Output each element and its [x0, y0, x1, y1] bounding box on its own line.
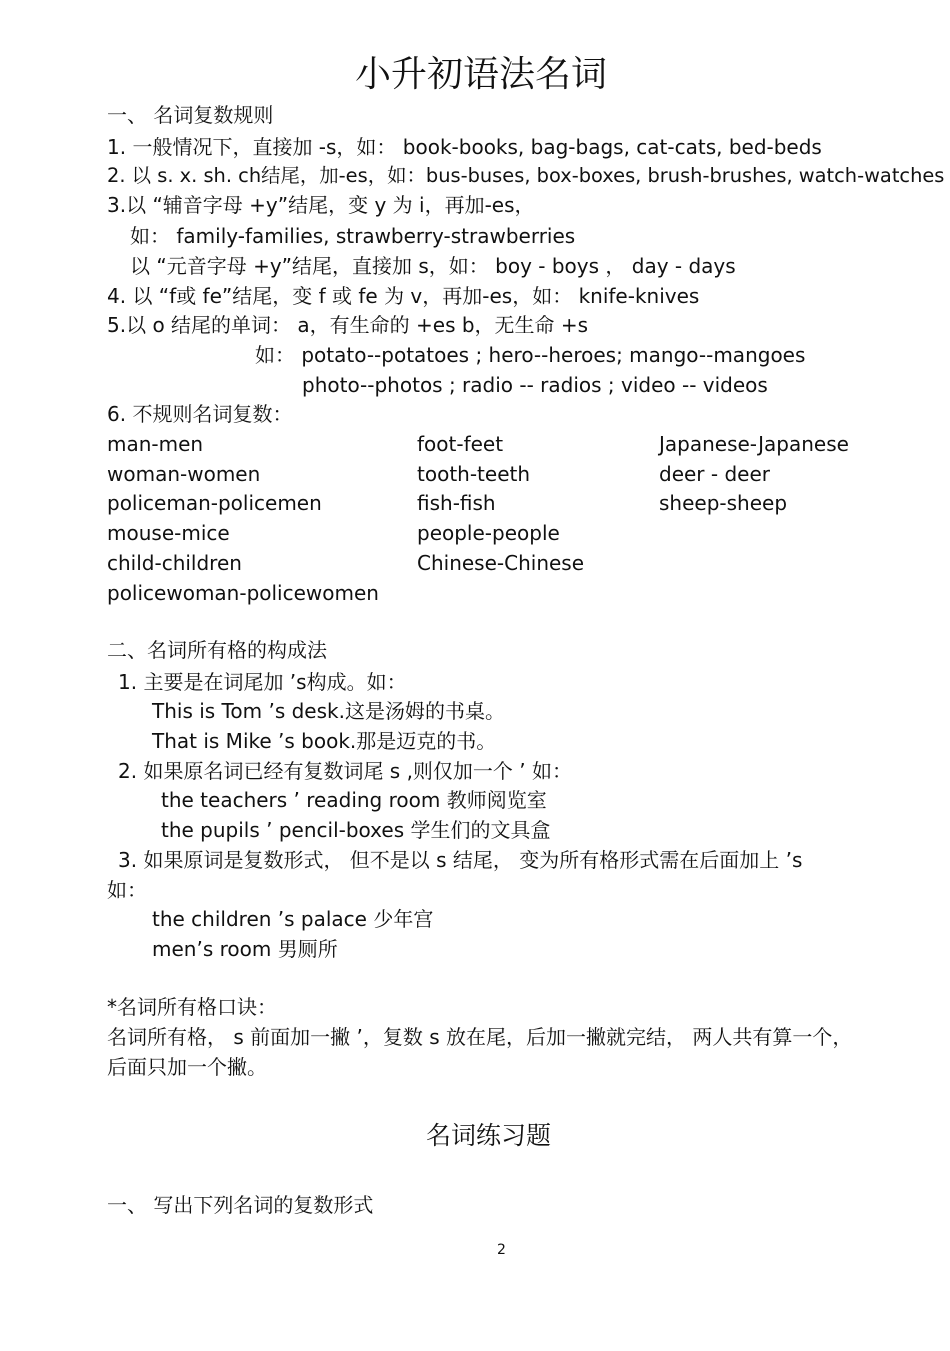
exercise-question-1: 一、 写出下列名词的复数形式 [107, 1193, 374, 1217]
list-item: sheep-sheep [659, 491, 788, 515]
possessive-rule-3-cont: 如： [107, 878, 147, 902]
section2-heading: 二、名词所有格的构成法 [107, 638, 327, 662]
possessive-rule-2: 2. 如果原名词已经有复数词尾 s ,则仅加一个 ’ 如： [118, 759, 573, 783]
list-item: mouse-mice [107, 521, 230, 545]
rule-3-vowel: 以 “元音字母 +y”结尾，直接加 s，如： boy - boys ， day - days [130, 254, 736, 278]
page-number: 2 [497, 1242, 506, 1258]
list-item: fish-fish [417, 491, 496, 515]
exercise-title: 名词练习题 [426, 1121, 552, 1150]
list-item: policewoman-policewomen [107, 581, 379, 605]
rule-6: 6. 不规则名词复数： [107, 402, 293, 426]
mnemonic-line-1: 名词所有格， s 前面加一撇 ’，复数 s 放在尾，后加一撇就完结， 两人共有算一个， [107, 1025, 853, 1049]
rule-1: 1. 一般情况下，直接加 -s，如： book-books, bag-bags, cat-cats, bed-beds [107, 135, 822, 159]
section1-heading: 一、 名词复数规则 [107, 103, 274, 127]
list-item: deer - deer [659, 462, 770, 486]
possessive-example-6: men’s room 男厕所 [152, 937, 338, 961]
possessive-example-4: the pupils ’ pencil-boxes 学生们的文具盒 [161, 818, 551, 842]
possessive-example-5: the children ’s palace 少年宫 [152, 907, 434, 931]
rule-3-example: 如： family-families, strawberry-strawberries [130, 224, 576, 248]
list-item: man-men [107, 432, 204, 456]
possessive-example-3: the teachers ’ reading room 教师阅览室 [161, 788, 547, 812]
rule-2: 2. 以 s. x. sh. ch结尾，加-es，如：bus-buses, box-boxes, brush-brushes, watch-watches [107, 164, 945, 187]
list-item: tooth-teeth [417, 462, 531, 486]
list-item: Chinese-Chinese [417, 551, 585, 575]
list-item: woman-women [107, 462, 261, 486]
possessive-example-1: This is Tom ’s desk.这是汤姆的书桌。 [152, 699, 505, 723]
mnemonic-heading: *名词所有格口诀： [107, 995, 277, 1019]
list-item: people-people [417, 521, 560, 545]
possessive-rule-3: 3. 如果原词是复数形式， 但不是以 s 结尾， 变为所有格形式需在后面加上 ’s [118, 848, 803, 872]
rule-3: 3.以 “辅音字母 +y”结尾，变 y 为 i，再加-es， [107, 193, 535, 217]
list-item: Japanese-Japanese [659, 432, 849, 456]
list-item: foot-feet [417, 432, 504, 456]
possessive-example-2: That is Mike ’s book.那是迈克的书。 [152, 729, 497, 753]
rule-5-example-2: photo--photos ; radio -- radios ; video -- videos [302, 373, 768, 397]
mnemonic-line-2: 后面只加一个撇。 [107, 1055, 267, 1079]
list-item: child-children [107, 551, 242, 575]
rule-5: 5.以 o 结尾的单词： a，有生命的 +es b，无生命 +s [107, 313, 589, 337]
list-item: policeman-policemen [107, 491, 322, 515]
rule-4: 4. 以 “f或 fe”结尾，变 f 或 fe 为 v，再加-es，如： knife-knives [107, 284, 700, 308]
page-title: 小升初语法名词 [355, 54, 608, 95]
rule-5-example-1: 如： potato--potatoes ; hero--heroes; mango--mangoes [255, 343, 806, 367]
possessive-rule-1: 1. 主要是在词尾加 ’s构成。如： [118, 670, 407, 694]
